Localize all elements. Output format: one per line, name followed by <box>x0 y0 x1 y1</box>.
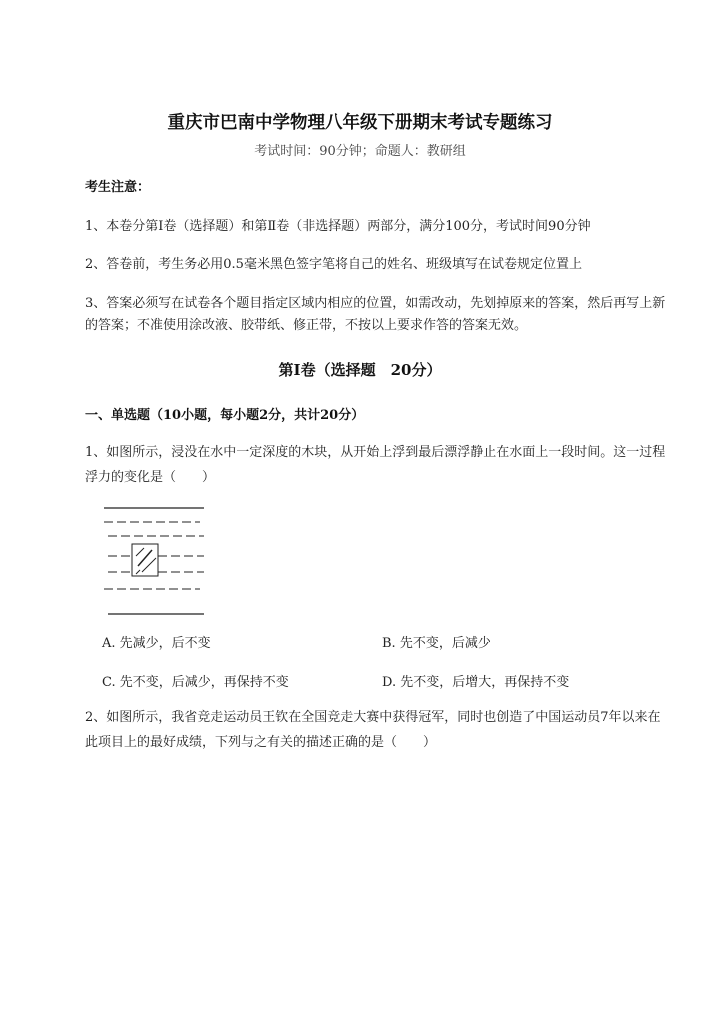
notice-heading: 考生注意： <box>85 180 151 195</box>
question-2-text-continued: 此项目上的最好成绩，下列与之有关的描述正确的是（ ） <box>85 735 437 750</box>
notice-item: 3、答案必须写在试卷各个题目指定区域内相应的位置，如需改动，先划掉原来的答案，然后再写上新 <box>85 296 666 311</box>
option-c: C. 先不变，后减少，再保持不变 <box>102 675 289 690</box>
document-title: 重庆市巴南中学物理八年级下册期末考试专题练习 <box>167 113 553 133</box>
question-1-text: 1、如图所示，浸没在水中一定深度的木块，从开始上浮到最后漂浮静止在水面上一段时间。这一过程 <box>85 445 666 460</box>
question-2-text: 2、如图所示，我省竞走运动员王钦在全国竞走大赛中获得冠军，同时也创造了中国运动员7年以来在 <box>85 710 661 725</box>
option-b: B. 先不变，后减少 <box>382 636 491 651</box>
notice-item: 2、答卷前，考生务必用0.5毫米黑色签字笔将自己的姓名、班级填写在试卷规定位置上 <box>85 257 582 272</box>
option-d: D. 先不变，后增大，再保持不变 <box>382 675 570 690</box>
question-1-text-continued: 浮力的变化是（ ） <box>85 470 216 485</box>
notice-item: 1、本卷分第Ⅰ卷（选择题）和第Ⅱ卷（非选择题）两部分，满分100分，考试时间90分钟 <box>85 219 591 234</box>
section-title: 第Ⅰ卷（选择题 20分） <box>278 361 442 379</box>
notice-item-continued: 的答案；不准使用涂改液、胶带纸、修正带，不按以上要求作答的答案无效。 <box>85 318 528 333</box>
document-subtitle: 考试时间：90分钟；命题人：教研组 <box>254 144 466 159</box>
wood-block-in-water-figure <box>100 500 210 620</box>
part-heading: 一、单选题（10小题，每小题2分，共计20分） <box>85 408 365 423</box>
option-a: A. 先减少，后不变 <box>102 636 211 651</box>
